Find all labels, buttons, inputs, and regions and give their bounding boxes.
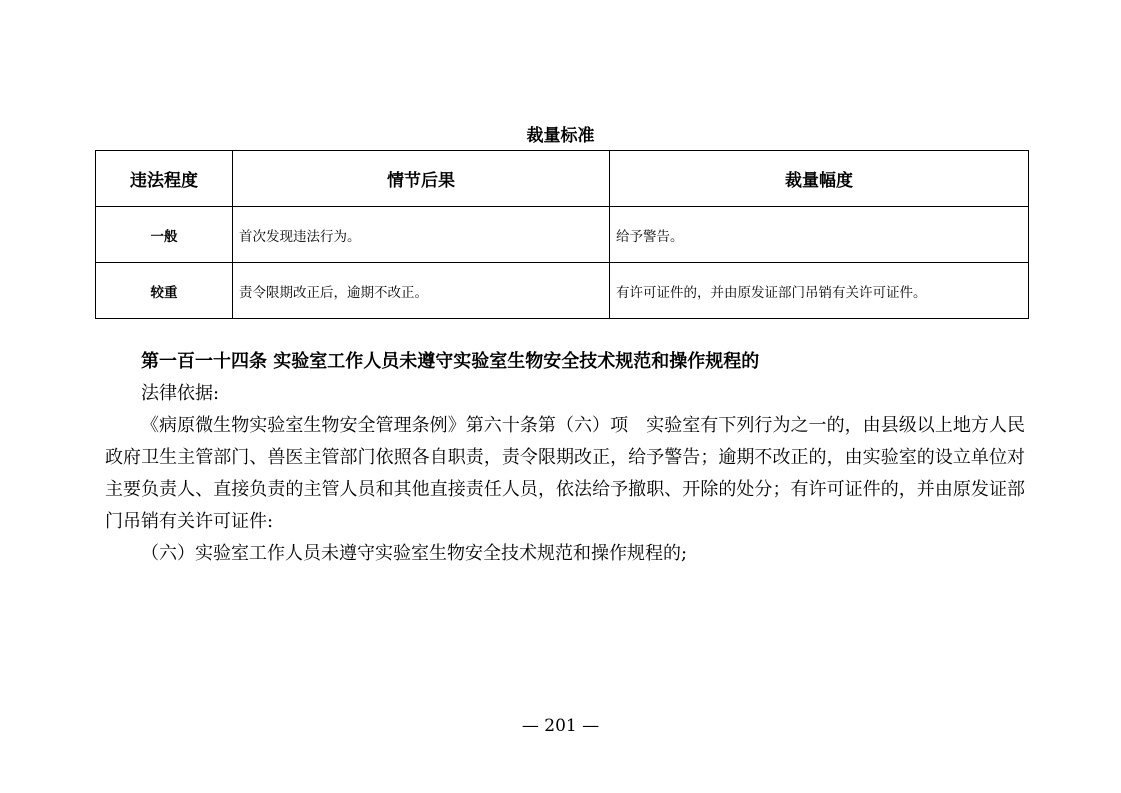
- article-title: 第一百一十四条 实验室工作人员未遵守实验室生物安全技术规范和操作规程的: [141, 351, 760, 372]
- header-violation-level: 违法程度: [96, 151, 233, 207]
- table-row: [96, 207, 1029, 263]
- table-row: [96, 263, 1029, 319]
- article-content: [105, 346, 1025, 570]
- header-circumstances: 情节后果: [233, 151, 610, 207]
- discretion-standard-table: [95, 150, 1029, 319]
- table-title: 裁量标准: [526, 126, 595, 146]
- cell-penalty: 有许可证件的，并由原发证部门吊销有关许可证件。: [610, 263, 1029, 319]
- cell-circumstances: 责令限期改正后，逾期不改正。: [233, 263, 610, 319]
- legal-basis-label: 法律依据:: [141, 383, 220, 404]
- legal-basis-item: （六）实验室工作人员未遵守实验室生物安全技术规范和操作规程的;: [141, 543, 688, 564]
- cell-penalty: 给予警告。: [610, 207, 1029, 263]
- page-number: — 201 —: [521, 716, 600, 736]
- table-header-row: [96, 151, 1029, 207]
- header-penalty-range: 裁量幅度: [610, 151, 1029, 207]
- cell-circumstances: 首次发现违法行为。: [233, 207, 610, 263]
- legal-basis-text: 《病原微生物实验室生物安全管理条例》第六十条第（六）项 实验室有下列行为之一的，由县级以上地方人民政府卫生主管部门、兽医主管部门依照各自职责，责令限期改正，给予警告；逾期不改正的，由实验室的设立单位对主要负责人、直接负责的主管人员和其他直接责任人员，依法给予撤职、开除的处分；有许可证件的，并由原发证部门吊销有关许可证件:: [105, 415, 1025, 532]
- cell-level: 较重: [96, 263, 233, 319]
- cell-level: 一般: [96, 207, 233, 263]
